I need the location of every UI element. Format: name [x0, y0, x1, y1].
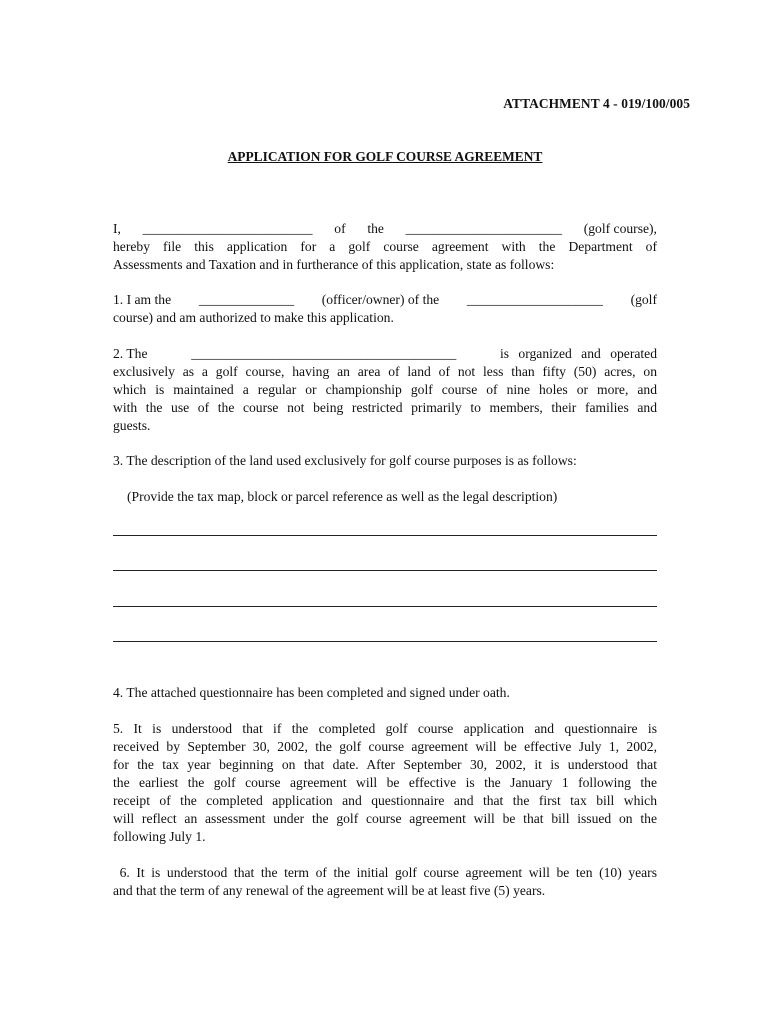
item-4-text: 4. The attached questionnaire has been completed and signed under oath.	[113, 685, 510, 700]
item-5-line-5: receipt of the completed application and questionnaire and that the first tax bill which	[113, 793, 657, 808]
item-1-line-2: course) and am authorized to make this application.	[113, 310, 394, 325]
item-2-paragraph	[113, 345, 657, 435]
item-6-line-2: and that the term of any renewal of the agreement will be at least five (5) years.	[113, 883, 546, 898]
golf-course-name-blank[interactable]: _______________________	[405, 221, 562, 236]
item-3-paragraph	[113, 452, 657, 470]
item-5-line-6: will reflect an assessment under the golf course agreement will be that bill issued on the	[113, 811, 657, 826]
intro-line-2: hereby file this application for a golf course agreement with the Department of	[113, 239, 657, 254]
item-2-line-3: which is maintained a regular or championship golf course of nine holes or more, and	[113, 382, 657, 397]
description-line-3[interactable]	[113, 606, 657, 607]
description-line-1[interactable]	[113, 535, 657, 536]
item-2-line-1: 2. The _______________________________________ is organized and operated	[113, 346, 657, 361]
item-1-line-1: 1. I am the ______________ (officer/owner) of the ____________________ (golf	[113, 292, 657, 307]
item-5-line-2: received by September 30, 2002, the golf course agreement will be effective July 1, 2002,	[113, 739, 657, 754]
item-5-paragraph	[113, 720, 657, 846]
officer-owner-blank[interactable]: ______________	[198, 292, 294, 307]
item-2-line-4: with the use of the course not being restricted primarily to members, their families and	[113, 400, 657, 415]
intro-line-3: Assessments and Taxation and in furtherance of this application, state as follows:	[113, 257, 555, 272]
description-line-4[interactable]	[113, 641, 657, 642]
organization-name-blank[interactable]: _______________________________________	[191, 346, 457, 361]
item-5-line-4: the earliest the golf course agreement will be effective is the January 1 following the	[113, 775, 657, 790]
item-3-text: 3. The description of the land used exclusively for golf course purposes is as follows:	[113, 453, 577, 468]
intro-paragraph	[113, 220, 657, 274]
item-6-line-1: 6. It is understood that the term of the initial golf course agreement will be ten (10) years	[113, 865, 657, 880]
description-line-2[interactable]	[113, 570, 657, 571]
item-2-line-5: guests.	[113, 418, 151, 433]
item-5-line-1: 5. It is understood that if the completed golf course application and questionnaire is	[113, 721, 657, 736]
item-3-instructions: (Provide the tax map, block or parcel reference as well as the legal description)	[127, 489, 558, 504]
intro-line-1: I, _________________________ of the _______________________ (golf course),	[113, 221, 657, 236]
golf-course-blank[interactable]: ____________________	[466, 292, 603, 307]
page-title: APPLICATION FOR GOLF COURSE AGREEMENT	[227, 149, 543, 164]
item-6-paragraph	[113, 864, 657, 900]
attachment-number: ATTACHMENT 4 - 019/100/005	[503, 96, 690, 111]
item-5-line-3: for the tax year beginning on that date. After September 30, 2002, it is understood that	[113, 757, 657, 772]
applicant-name-blank[interactable]: _________________________	[142, 221, 313, 236]
item-2-line-2: exclusively as a golf course, having an area of land of not less than fifty (50) acres, on	[113, 364, 657, 379]
item-4-paragraph	[113, 684, 657, 702]
item-1-paragraph	[113, 291, 657, 327]
item-5-line-7: following July 1.	[113, 829, 206, 844]
